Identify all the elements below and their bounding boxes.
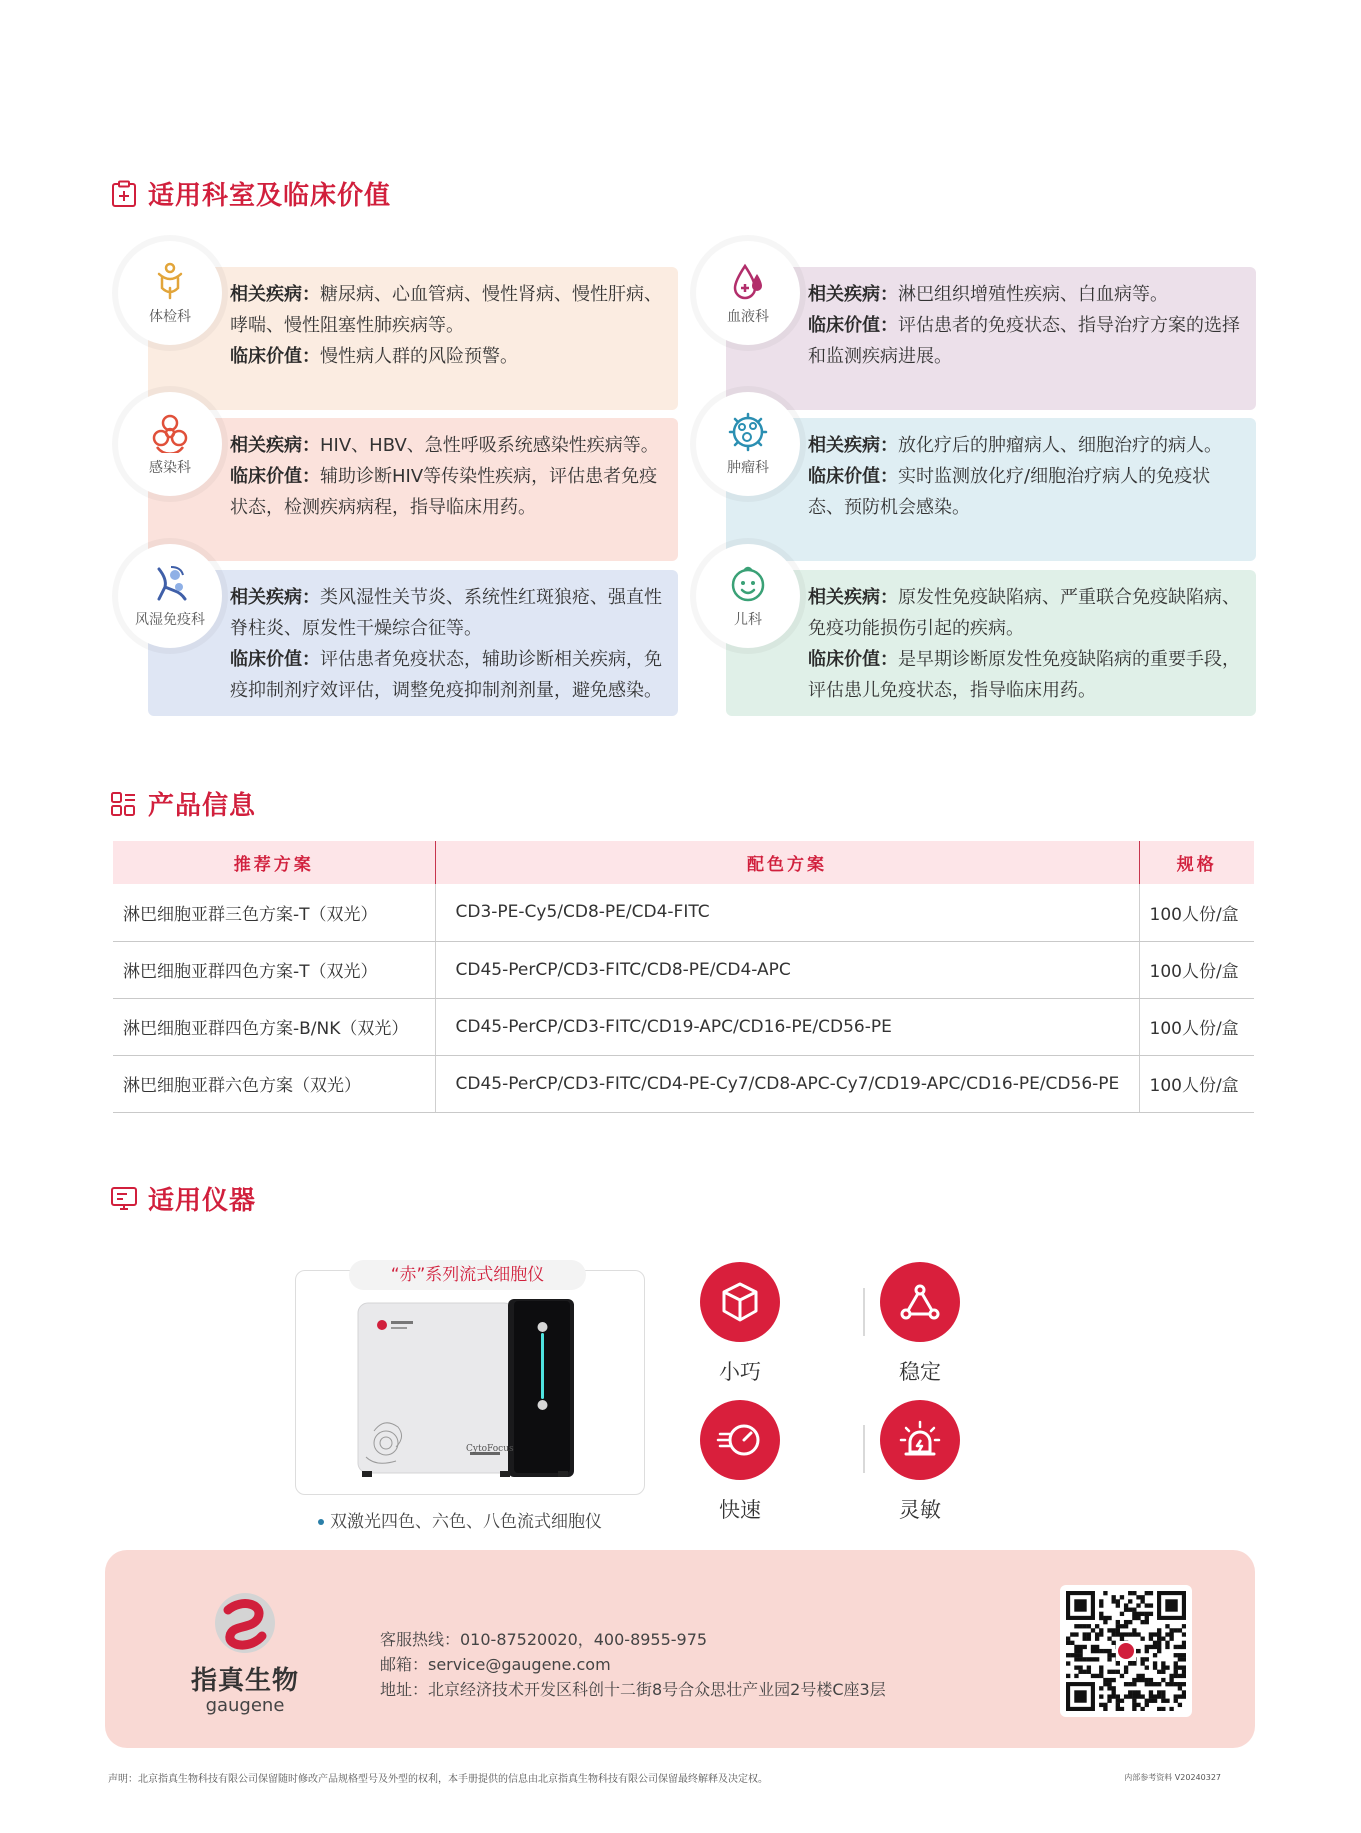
blood-drop-icon — [727, 260, 769, 302]
alarm-light-icon — [896, 1416, 944, 1464]
product-table — [113, 841, 1254, 1113]
related-label: 相关疾病： — [230, 435, 320, 456]
disclaimer: 声明：北京指真生物科技有限公司保留随时修改产品规格型号及外型的权利，本手册提供的信息由北京指真生物科技有限公司保留最终解释及决定权。 — [108, 1774, 768, 1785]
value-label: 临床价值： — [230, 466, 320, 487]
grid-list-icon — [110, 790, 138, 818]
instrument-tag: “赤”系列流式细胞仪 — [349, 1260, 586, 1290]
department-badge — [118, 241, 222, 345]
department-card — [726, 570, 1256, 716]
department-name: 血液科 — [727, 309, 769, 325]
qr-code-image — [1066, 1591, 1186, 1711]
column-header: 推荐方案 — [113, 841, 435, 884]
department-text — [230, 430, 664, 523]
physical-exam-icon — [149, 260, 191, 302]
clinical-value: 慢性病人群的风险预警。 — [320, 346, 518, 367]
table-cell: CD3-PE-Cy5/CD8-PE/CD4-FITC — [435, 884, 1139, 941]
divider — [863, 1288, 865, 1336]
feature-stable — [880, 1262, 960, 1386]
feature-label: 灵敏 — [899, 1498, 941, 1522]
column-header: 配色方案 — [435, 841, 1139, 884]
department-badge — [118, 392, 222, 496]
value-label: 临床价值： — [230, 346, 320, 367]
table-header-row — [113, 841, 1254, 884]
related-label: 相关疾病： — [230, 284, 320, 305]
feature-fast — [700, 1400, 780, 1524]
related-diseases: 淋巴组织增殖性疾病、白血病等。 — [898, 284, 1168, 305]
biohazard-icon — [149, 411, 191, 453]
table-cell: CD45-PerCP/CD3-FITC/CD4-PE-Cy7/CD8-APC-Cy7/CD19-APC/CD16-PE/CD56-PE — [435, 1055, 1139, 1112]
table-cell: 淋巴细胞亚群六色方案（双光） — [113, 1055, 435, 1112]
divider — [863, 1425, 865, 1473]
department-text — [808, 279, 1242, 372]
hotline: 客服热线：010-87520020，400-8955-975 — [380, 1630, 708, 1649]
joint-icon — [149, 563, 191, 605]
value-label: 临床价值： — [230, 649, 320, 670]
department-badge — [118, 544, 222, 648]
clinical-value: 是早期诊断原发性免疫缺陷病的重要手段，评估患儿免疫状态，指导临床用药。 — [808, 649, 1240, 701]
instrument-card — [295, 1270, 645, 1495]
table-cell: 100人份/盒 — [1139, 1055, 1254, 1112]
table-cell: 淋巴细胞亚群四色方案-T（双光） — [113, 941, 435, 998]
clinical-value: 辅助诊断HIV等传染性疾病，评估患者免疫状态，检测疾病病程，指导临床用药。 — [230, 466, 658, 518]
department-text — [230, 582, 664, 706]
table-cell: 100人份/盒 — [1139, 884, 1254, 941]
related-diseases: HIV、HBV、急性呼吸系统感染性疾病等。 — [320, 435, 659, 456]
address: 地址：北京经济技术开发区科创十二街8号合众思壮产业园2号楼C座3层 — [380, 1680, 886, 1699]
cube-icon — [716, 1278, 764, 1326]
department-name: 肿瘤科 — [727, 460, 769, 476]
department-card — [148, 570, 678, 716]
department-card — [148, 418, 678, 561]
contact-info — [380, 1627, 886, 1702]
department-name: 儿科 — [734, 612, 762, 628]
bullet-dot — [318, 1519, 324, 1525]
related-diseases: 类风湿性关节炎、系统性红斑狼疮、强直性脊柱炎、原发性干燥综合征等。 — [230, 587, 662, 639]
qr-code[interactable] — [1060, 1585, 1192, 1717]
related-label: 相关疾病： — [230, 587, 320, 608]
feature-label: 稳定 — [899, 1360, 941, 1384]
clinical-value: 评估患者免疫状态，辅助诊断相关疾病，免疫抑制剂疗效评估，调整免疫抑制剂剂量，避免感染。 — [230, 649, 662, 701]
department-card — [148, 267, 678, 410]
department-card — [726, 267, 1256, 410]
related-diseases: 原发性免疫缺陷病、严重联合免疫缺陷病、免疫功能损伤引起的疾病。 — [808, 587, 1240, 639]
department-badge — [696, 392, 800, 496]
speedometer-icon — [716, 1416, 764, 1464]
feature-label: 小巧 — [719, 1360, 761, 1384]
department-text — [808, 430, 1242, 523]
brand-name-cn: 指真生物 — [190, 1666, 299, 1696]
column-header: 规格 — [1139, 841, 1254, 884]
value-label: 临床价值： — [808, 466, 898, 487]
table-cell: 100人份/盒 — [1139, 941, 1254, 998]
instrument-caption — [318, 1507, 602, 1532]
related-diseases: 糖尿病、心血管病、慢性肾病、慢性肝病、哮喘、慢性阻塞性肺疾病等。 — [230, 284, 662, 336]
department-name: 体检科 — [149, 309, 191, 325]
table-cell: CD45-PerCP/CD3-FITC/CD19-APC/CD16-PE/CD56-PE — [435, 998, 1139, 1055]
table-cell: 淋巴细胞亚群三色方案-T（双光） — [113, 884, 435, 941]
clipboard-plus-icon — [110, 180, 138, 208]
department-badge — [696, 544, 800, 648]
table-cell: CD45-PerCP/CD3-FITC/CD8-PE/CD4-APC — [435, 941, 1139, 998]
child-face-icon — [727, 563, 769, 605]
department-name: 风湿免疫科 — [135, 612, 205, 628]
section-title-instrument: 适用仪器 — [110, 1180, 256, 1217]
feature-sensitive — [880, 1400, 960, 1524]
clinical-value: 实时监测放化疗/细胞治疗病人的免疫状态、预防机会感染。 — [808, 466, 1211, 518]
department-badge — [696, 241, 800, 345]
clinical-value: 评估患者的免疫状态、指导治疗方案的选择和监测疾病进展。 — [808, 315, 1240, 367]
table-row — [113, 941, 1254, 998]
monitor-icon — [110, 1185, 138, 1213]
department-name: 感染科 — [149, 460, 191, 476]
table-row — [113, 884, 1254, 941]
related-label: 相关疾病： — [808, 435, 898, 456]
gaugene-logo-icon — [212, 1590, 278, 1656]
department-card — [726, 418, 1256, 561]
instrument-caption-text: 双激光四色、六色、八色流式细胞仪 — [330, 1512, 602, 1532]
table-cell: 淋巴细胞亚群四色方案-B/NK（双光） — [113, 998, 435, 1055]
value-label: 临床价值： — [808, 315, 898, 336]
flow-cytometer-image — [296, 1271, 646, 1496]
department-text — [808, 582, 1242, 706]
table-row — [113, 1055, 1254, 1112]
feature-label: 快速 — [719, 1498, 761, 1522]
feature-compact — [700, 1262, 780, 1386]
related-label: 相关疾病： — [808, 284, 898, 305]
related-label: 相关疾病： — [808, 587, 898, 608]
related-diseases: 放化疗后的肿瘤病人、细胞治疗的病人。 — [898, 435, 1222, 456]
tumor-cell-icon — [727, 411, 769, 453]
triangle-stable-icon — [896, 1278, 944, 1326]
section-title-product: 产品信息 — [110, 785, 256, 822]
value-label: 临床价值： — [808, 649, 898, 670]
department-text — [230, 279, 664, 372]
brand-name-en: gaugene — [205, 1695, 285, 1716]
table-row — [113, 998, 1254, 1055]
section-title-departments: 适用科室及临床价值 — [110, 175, 391, 212]
table-cell: 100人份/盒 — [1139, 998, 1254, 1055]
email: 邮箱：service@gaugene.com — [380, 1655, 611, 1674]
device-brand-label: CytoFocus — [466, 1444, 514, 1454]
company-logo — [180, 1590, 310, 1716]
version-label: 内部参考资料 V20240327 — [1124, 1773, 1221, 1782]
